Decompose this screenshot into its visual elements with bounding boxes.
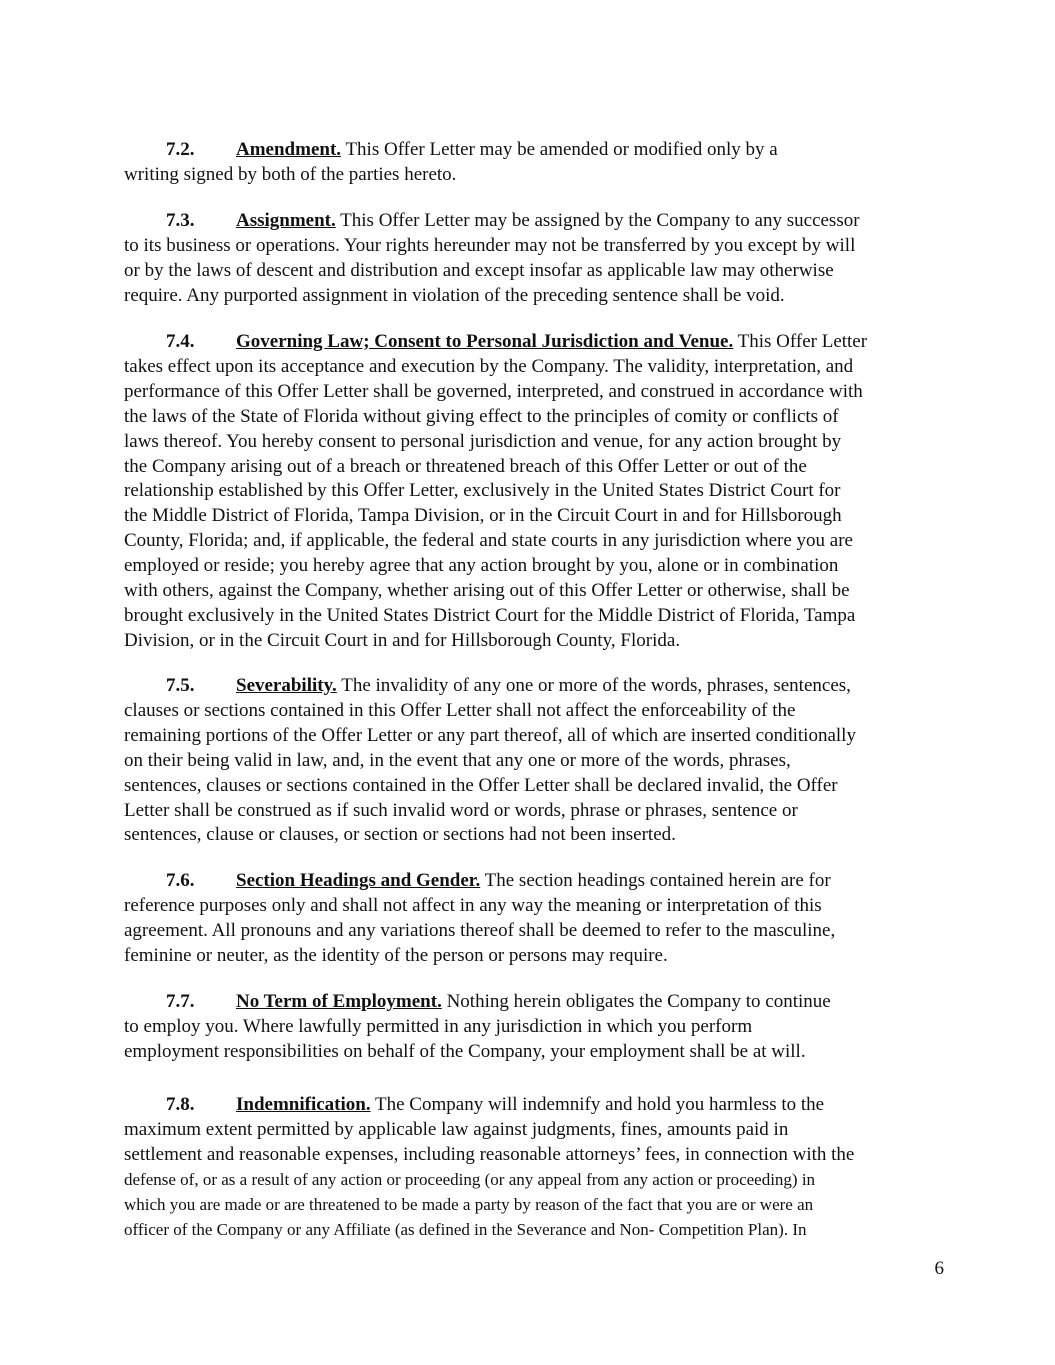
section-text: the Middle District of Florida, Tampa Division, or in the Circuit Court in and for Hillsborough (124, 505, 842, 527)
section-text: takes effect upon its acceptance and execution by the Company. The validity, interpretation, and (124, 355, 854, 377)
section-7-3 (124, 209, 936, 309)
section-text: to employ you. Where lawfully permitted in any jurisdiction in which you perform (124, 1015, 753, 1037)
section-text: Division, or in the Circuit Court in and for Hillsborough County, Florida. (124, 629, 681, 651)
section-7-2 (124, 138, 936, 188)
section-text: Nothing herein obligates the Company to continue (441, 991, 831, 1012)
section-text: This Offer Letter (733, 331, 868, 352)
section-heading: No Term of Employment. (236, 991, 442, 1012)
section-number: 7.2. (166, 139, 195, 160)
section-number: 7.8. (166, 1094, 195, 1115)
section-text: writing signed by both of the parties hereto. (124, 163, 457, 185)
section-heading: Severability. (236, 675, 337, 696)
page-number: 6 (934, 1258, 944, 1279)
section-text: performance of this Offer Letter shall be governed, interpreted, and construed in accordance with (124, 380, 863, 402)
section-first-line (124, 990, 936, 1015)
section-text: relationship established by this Offer Letter, exclusively in the United States District Court for (124, 480, 841, 502)
section-7-7 (124, 990, 936, 1065)
section-text: This Offer Letter may be amended or modified only by a (341, 139, 778, 160)
section-heading: Amendment. (236, 139, 342, 160)
section-text: County, Florida; and, if applicable, the federal and state courts in any jurisdiction where you are (124, 530, 853, 552)
section-heading: Governing Law; Consent to Personal Jurisdiction and Venue. (236, 331, 734, 352)
section-text: The section headings contained herein are for (480, 870, 831, 891)
section-first-line (124, 330, 936, 355)
section-text: Letter shall be construed as if such invalid word or words, phrase or phrases, sentence or (124, 799, 798, 821)
section-text: reference purposes only and shall not affect in any way the meaning or interpretation of this (124, 894, 822, 916)
section-7-5 (124, 674, 936, 848)
section-first-line (124, 209, 936, 234)
section-text: remaining portions of the Offer Letter or any part thereof, all of which are inserted conditionally (124, 724, 856, 746)
section-text: officer of the Company or any Affiliate (as defined in the Severance and Non- Competition Plan). In (124, 1219, 807, 1239)
section-text: clauses or sections contained in this Offer Letter shall not affect the enforceability of the (124, 699, 796, 721)
section-text: feminine or neuter, as the identity of the person or persons may require. (124, 944, 668, 966)
section-heading: Assignment. (236, 210, 336, 231)
section-7-4 (124, 330, 936, 654)
section-text: The Company will indemnify and hold you harmless to the (370, 1094, 825, 1115)
section-number: 7.7. (166, 991, 195, 1012)
section-text: the laws of the State of Florida without giving effect to the principles of comity or conflicts of (124, 405, 839, 427)
section-text: sentences, clause or clauses, or section or sections had not been inserted. (124, 824, 676, 846)
section-first-line (124, 138, 936, 163)
section-text: which you are made or are threatened to be made a party by reason of the fact that you are or were an (124, 1194, 814, 1214)
section-first-line (124, 869, 936, 894)
section-first-line (124, 674, 936, 699)
section-text: settlement and reasonable expenses, including reasonable attorneys’ fees, in connection with the (124, 1143, 855, 1165)
section-text: defense of, or as a result of any action or proceeding (or any appeal from any action or proceeding) in (124, 1169, 816, 1189)
section-number: 7.3. (166, 210, 195, 231)
section-text: require. Any purported assignment in violation of the preceding sentence shall be void. (124, 284, 785, 306)
section-first-line (124, 1093, 936, 1118)
section-heading: Indemnification. (236, 1094, 371, 1115)
section-number: 7.4. (166, 331, 195, 352)
section-text: employment responsibilities on behalf of the Company, your employment shall be at will. (124, 1040, 806, 1062)
section-text: with others, against the Company, whether arising out of this Offer Letter or otherwise, shall be (124, 580, 850, 602)
section-text: This Offer Letter may be assigned by the Company to any successor (335, 210, 860, 231)
section-text: The invalidity of any one or more of the words, phrases, sentences, (336, 675, 851, 696)
section-7-8 (124, 1093, 936, 1242)
section-text: laws thereof. You hereby consent to personal jurisdiction and venue, for any action brought by (124, 430, 842, 452)
section-text: sentences, clauses or sections contained in the Offer Letter shall be declared invalid, the Offer (124, 774, 838, 796)
section-text: to its business or operations. Your rights hereunder may not be transferred by you except by will (124, 234, 856, 256)
section-text: brought exclusively in the United States District Court for the Middle District of Florida, Tampa (124, 604, 856, 626)
section-7-6 (124, 869, 936, 969)
section-heading: Section Headings and Gender. (236, 870, 481, 891)
section-text: the Company arising out of a breach or threatened breach of this Offer Letter or out of the (124, 455, 807, 477)
section-number: 7.5. (166, 675, 195, 696)
section-text: on their being valid in law, and, in the event that any one or more of the words, phrases, (124, 749, 791, 771)
section-number: 7.6. (166, 870, 195, 891)
section-text: maximum extent permitted by applicable law against judgments, fines, amounts paid in (124, 1118, 789, 1140)
section-text: employed or reside; you hereby agree that any action brought by you, alone or in combination (124, 555, 839, 577)
section-text: agreement. All pronouns and any variations thereof shall be deemed to refer to the masculine, (124, 919, 836, 941)
section-text: or by the laws of descent and distribution and except insofar as applicable law may otherwise (124, 259, 834, 281)
